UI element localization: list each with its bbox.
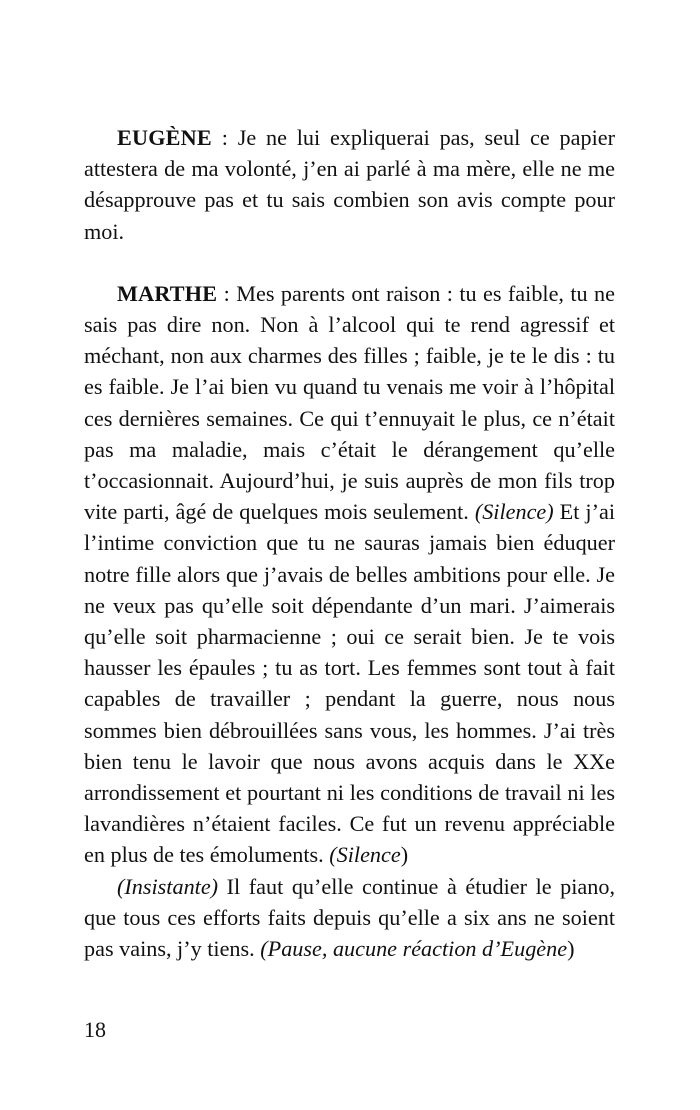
closing-paren: ) — [400, 842, 409, 868]
stage-direction: (Pause, aucune réaction d’Eugène — [260, 936, 568, 962]
stage-direction: (Silence) — [474, 499, 554, 525]
dialogue-text: Je ne lui expliquerai pas, seul ce papier attestera de ma volonté, j’en ai parlé à ma mère, elle ne me désapprouve pas et tu sais combien son avis compte pour moi. — [84, 125, 615, 244]
dialogue-eugene — [84, 122, 615, 247]
dialogue-text: Et j’ai l’intime conviction que tu ne sauras jamais bien éduquer notre fille alors que j’avais de belles ambitions pour elle. Je ne veux pas qu’elle soit dépendante d’un mari. J’aimerais qu’elle soit pharmacienne ; oui ce serait bien. Je te vois hausser les épaules ; tu as tort. Les femmes sont tout à fait capables de travailler ; pendant la guerre, nous nous sommes bien débrouillées sans vous, les hommes. J’ai très bien tenu le lavoir que nous avons acquis dans le XXe arrondissement et pourtant ni les conditions de travail ni les lavandières n’étaient faciles. Ce fut un revenu appréciable en plus de tes émoluments. — [84, 499, 615, 868]
speaker-separator: : — [217, 280, 237, 306]
speaker-name: EUGÈNE — [117, 125, 212, 150]
page-number: 18 — [84, 1017, 106, 1042]
closing-paren: ) — [567, 936, 575, 962]
stage-direction: (Insistante) — [117, 873, 219, 899]
dialogue-marthe — [84, 278, 615, 871]
dialogue-marthe-continued — [84, 871, 615, 965]
page-body — [84, 122, 615, 964]
stage-direction: (Silence — [329, 842, 401, 868]
speaker-name: MARTHE — [117, 280, 218, 306]
speaker-separator: : — [211, 125, 238, 150]
dialogue-text: Il faut qu’elle continue à étudier le piano, que tous ces efforts faits depuis qu’elle a six ans ne soient pas vains, j’y tiens. — [84, 873, 615, 962]
dialogue-text: Mes parents ont raison : tu es faible, tu ne sais pas dire non. Non à l’alcool qui te rend agressif et méchant, non aux charmes des filles ; faible, je te le dis : tu es faible. Je l’ai bien vu quand tu venais me voir à l’hôpital ces dernières semaines. Ce qui t’ennuyait le plus, ce n’était pas ma maladie, mais c’était le dérangement qu’elle t’occasionnait. Aujourd’hui, je suis auprès de mon fils trop vite parti, âgé de quelques mois seulement. — [84, 280, 616, 525]
